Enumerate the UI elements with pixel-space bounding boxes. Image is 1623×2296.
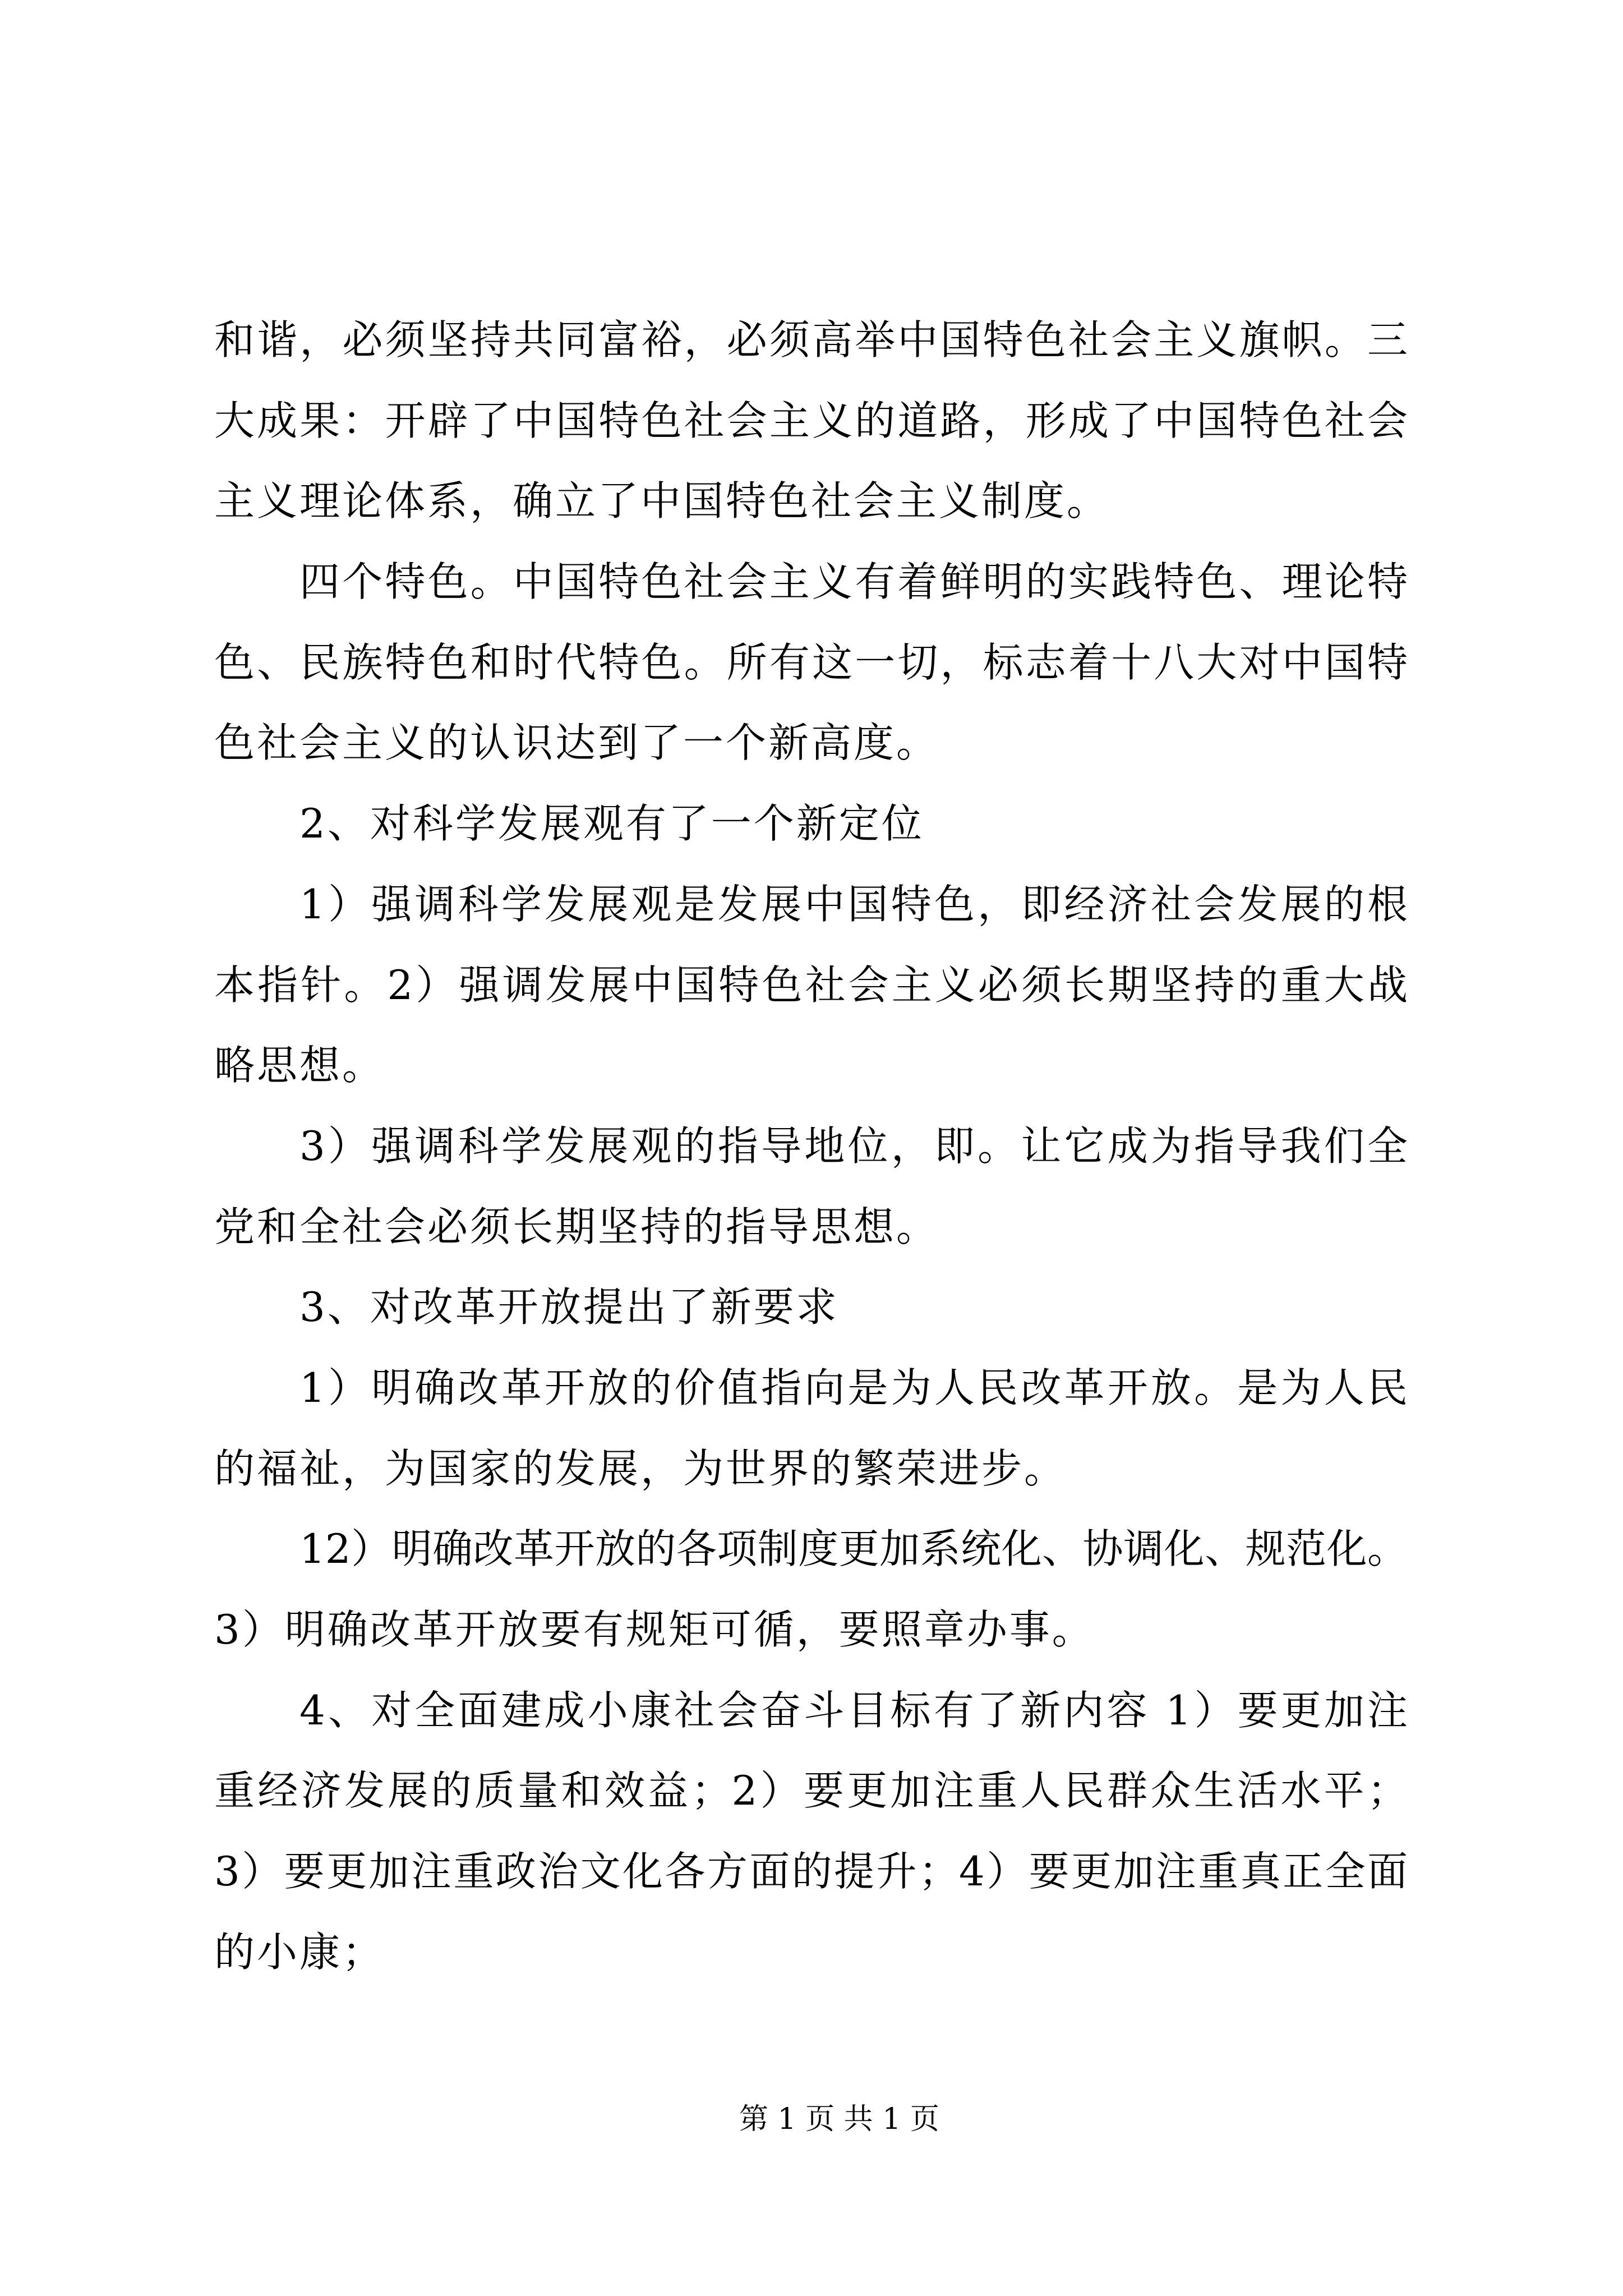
paragraph (214, 1509, 1408, 1670)
body-text (214, 300, 1408, 1993)
text-line: 本指针。2）强调发展中国特色社会主义必须长期坚持的重大战 (214, 961, 1408, 1009)
paragraph (214, 1106, 1408, 1267)
text-line: 12）明确改革开放的各项制度更加系统化、协调化、规范化。 (299, 1525, 1408, 1573)
text-line: 4、对全面建成小康社会奋斗目标有了新内容 1）要更加注 (299, 1686, 1408, 1734)
text-line: 1）明确改革开放的价值指向是为人民改革开放。是为人民 (299, 1364, 1408, 1411)
text-line: 1）强调科学发展观是发展中国特色，即经济社会发展的根 (299, 880, 1408, 928)
text-line: 色社会主义的认识达到了一个新高度。 (214, 719, 939, 767)
text-line: 重经济发展的质量和效益；2）要更加注重人民群众生活水平； (214, 1767, 1408, 1815)
text-line: 和谐，必须坚持共同富裕，必须高举中国特色社会主义旗帜。三 (214, 316, 1408, 364)
paragraph (214, 1671, 1408, 1993)
page-footer: 第 1 页 共 1 页 (739, 2102, 939, 2136)
text-line: 的福祉，为国家的发展，为世界的繁荣进步。 (214, 1444, 1067, 1492)
section-heading (214, 1267, 1408, 1348)
text-line: 四个特色。中国特色社会主义有着鲜明的实践特色、理论特 (299, 558, 1408, 606)
paragraph (214, 542, 1408, 784)
text-line: 大成果：开辟了中国特色社会主义的道路，形成了中国特色社会 (214, 397, 1408, 444)
text-line: 3）要更加注重政治文化各方面的提升；4）要更加注重真正全面 (214, 1848, 1408, 1895)
text-line: 略思想。 (214, 1042, 385, 1089)
paragraph (214, 300, 1408, 542)
paragraph (214, 1348, 1408, 1509)
text-line: 2、对科学发展观有了一个新定位 (299, 800, 924, 848)
text-line: 色、民族特色和时代特色。所有这一切，标志着十八大对中国特 (214, 638, 1408, 686)
text-line: 主义理论体系，确立了中国特色社会主义制度。 (214, 477, 1110, 525)
section-heading (214, 784, 1408, 864)
text-line: 3）强调科学发展观的指导地位，即。让它成为指导我们全 (299, 1122, 1408, 1170)
text-line: 3）明确改革开放要有规矩可循，要照章办事。 (214, 1606, 1095, 1653)
text-line: 的小康； (214, 1928, 385, 1976)
paragraph (214, 864, 1408, 1106)
text-line: 党和全社会必须长期坚持的指导思想。 (214, 1203, 939, 1250)
text-line: 3、对改革开放提出了新要求 (299, 1283, 839, 1331)
